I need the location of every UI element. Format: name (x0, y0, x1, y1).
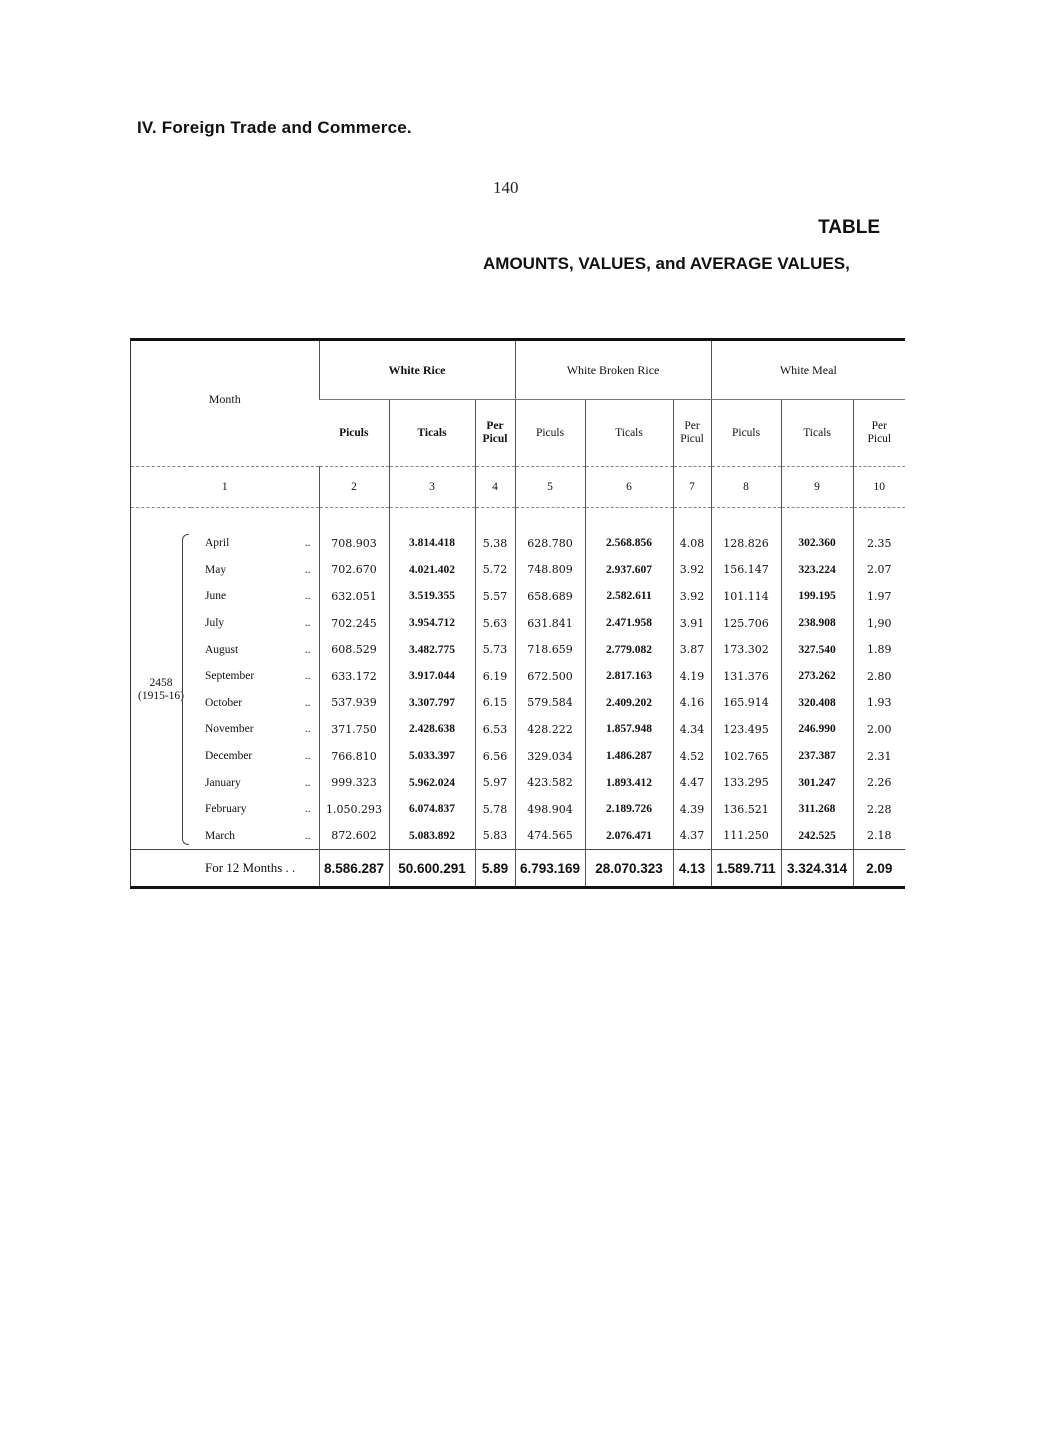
table-cell: 2.409.202 (585, 690, 673, 717)
month-label: June (205, 590, 227, 603)
table-cell: 631.841 (515, 610, 585, 637)
total-cell: 6.793.169 (515, 850, 585, 887)
table-cell: 4.34 (673, 716, 711, 743)
column-number: 9 (781, 467, 853, 508)
month-label: January (205, 776, 241, 789)
table-cell: 2.31 (853, 743, 905, 770)
spacer-row (131, 508, 905, 531)
month-cell (191, 663, 319, 690)
table-cell: 1,90 (853, 610, 905, 637)
white-broken-rice-header: White Broken Rice (515, 341, 711, 400)
table-cell: 238.908 (781, 610, 853, 637)
table-cell: 2.18 (853, 823, 905, 850)
table-cell: 632.051 (319, 583, 389, 610)
table-cell: 242.525 (781, 823, 853, 850)
leader-dots: .. (304, 670, 311, 683)
total-cell: 1.589.711 (711, 850, 781, 887)
col-per-picul-2: Per Picul (673, 400, 711, 467)
leader-dots: .. (304, 803, 311, 816)
table-cell: 3.814.418 (389, 530, 475, 557)
table-cell: 6.074.837 (389, 796, 475, 823)
table-cell: 302.360 (781, 530, 853, 557)
table-cell: 2.568.856 (585, 530, 673, 557)
table-row (131, 690, 905, 717)
table-cell: 1.050.293 (319, 796, 389, 823)
table-row (131, 769, 905, 796)
table-cell: 718.659 (515, 636, 585, 663)
column-number: 8 (711, 467, 781, 508)
leader-dots: .. (304, 590, 311, 603)
table-cell: 1.857.948 (585, 716, 673, 743)
table-cell: 3.954.712 (389, 610, 475, 637)
table-cell: 301.247 (781, 769, 853, 796)
leader-dots: .. (304, 643, 311, 656)
table-cell: 2.07 (853, 557, 905, 584)
table-cell: 537.939 (319, 690, 389, 717)
month-cell (191, 690, 319, 717)
column-number: 6 (585, 467, 673, 508)
month-cell (191, 743, 319, 770)
table-cell: 4.37 (673, 823, 711, 850)
table-cell: 311.268 (781, 796, 853, 823)
total-cell: 8.586.287 (319, 850, 389, 887)
trade-table-container (130, 338, 905, 889)
table-cell: 1.89 (853, 636, 905, 663)
month-label: February (205, 803, 247, 816)
column-number: 2 (319, 467, 389, 508)
table-row (131, 796, 905, 823)
col-per-picul-1: Per Picul (475, 400, 515, 467)
table-cell: 5.38 (475, 530, 515, 557)
table-cell: 133.295 (711, 769, 781, 796)
table-cell: 5.57 (475, 583, 515, 610)
table-cell: 2.817.163 (585, 663, 673, 690)
month-cell (191, 636, 319, 663)
table-subtitle: AMOUNTS, VALUES, and AVERAGE VALUES, (483, 254, 850, 273)
table-cell: 3.87 (673, 636, 711, 663)
table-cell: 702.245 (319, 610, 389, 637)
table-cell: 165.914 (711, 690, 781, 717)
table-cell: 474.565 (515, 823, 585, 850)
month-label: March (205, 829, 236, 842)
column-number: 1 (131, 467, 319, 508)
table-cell: 2.582.611 (585, 583, 673, 610)
total-cell: 50.600.291 (389, 850, 475, 887)
table-cell: 273.262 (781, 663, 853, 690)
table-cell: 5.033.397 (389, 743, 475, 770)
total-cell: 5.89 (475, 850, 515, 887)
table-cell: 6.15 (475, 690, 515, 717)
table-cell: 3.519.355 (389, 583, 475, 610)
table-cell: 4.08 (673, 530, 711, 557)
table-cell: 748.809 (515, 557, 585, 584)
table-cell: 3.91 (673, 610, 711, 637)
col-piculs-1: Piculs (339, 426, 369, 439)
table-cell: 2.428.638 (389, 716, 475, 743)
table-cell: 658.689 (515, 583, 585, 610)
month-label: July (205, 617, 225, 630)
table-cell: 1.486.287 (585, 743, 673, 770)
total-label: For 12 Months . . (191, 850, 319, 887)
month-cell (191, 583, 319, 610)
table-cell: 428.222 (515, 716, 585, 743)
month-cell (191, 530, 319, 557)
leader-dots: .. (304, 563, 311, 576)
leader-dots: .. (304, 723, 311, 736)
table-cell: 128.826 (711, 530, 781, 557)
table-cell: 4.47 (673, 769, 711, 796)
table-cell: 323.224 (781, 557, 853, 584)
table-cell: 5.73 (475, 636, 515, 663)
total-cell: 4.13 (673, 850, 711, 887)
table-cell: 123.495 (711, 716, 781, 743)
table-cell: 766.810 (319, 743, 389, 770)
table-cell: 237.387 (781, 743, 853, 770)
table-cell: 173.302 (711, 636, 781, 663)
month-cell (191, 610, 319, 637)
table-cell: 608.529 (319, 636, 389, 663)
table-row (131, 530, 905, 557)
table-cell: 999.323 (319, 769, 389, 796)
year-label-line2: (1915-16) (138, 689, 184, 702)
table-label: TABLE (818, 217, 880, 238)
col-per-picul-3: Per Picul (853, 400, 905, 467)
table-cell: 3.92 (673, 583, 711, 610)
table-cell: 4.021.402 (389, 557, 475, 584)
month-label: August (205, 643, 239, 656)
month-label: October (205, 696, 243, 709)
table-cell: 6.19 (475, 663, 515, 690)
table-cell: 329.034 (515, 743, 585, 770)
table-cell: 5.97 (475, 769, 515, 796)
table-cell: 199.195 (781, 583, 853, 610)
col-piculs-3: Piculs (711, 400, 781, 467)
month-header (131, 341, 319, 467)
month-cell (191, 823, 319, 850)
table-cell: 1.893.412 (585, 769, 673, 796)
table-cell: 4.19 (673, 663, 711, 690)
total-cell: 2.09 (853, 850, 905, 887)
table-cell: 5.63 (475, 610, 515, 637)
year-label-line1: 2458 (149, 676, 173, 689)
table-cell: 111.250 (711, 823, 781, 850)
leader-dots: .. (304, 696, 311, 709)
column-number-row (131, 467, 905, 508)
table-cell: 3.92 (673, 557, 711, 584)
table-cell: 6.53 (475, 716, 515, 743)
table-cell: 672.500 (515, 663, 585, 690)
month-label: November (205, 723, 254, 736)
month-cell (191, 557, 319, 584)
table-cell: 4.39 (673, 796, 711, 823)
table-cell: 2.35 (853, 530, 905, 557)
total-spacer (131, 850, 191, 887)
table-cell: 872.602 (319, 823, 389, 850)
table-cell: 2.28 (853, 796, 905, 823)
table-row (131, 636, 905, 663)
column-number: 3 (389, 467, 475, 508)
table-cell: 2.471.958 (585, 610, 673, 637)
table-cell: 246.990 (781, 716, 853, 743)
table-cell: 6.56 (475, 743, 515, 770)
col-ticals-1: Ticals (389, 400, 475, 467)
table-cell: 131.376 (711, 663, 781, 690)
brace-icon (182, 534, 189, 845)
total-cell: 28.070.323 (585, 850, 673, 887)
month-label: September (205, 670, 255, 683)
column-number: 7 (673, 467, 711, 508)
month-cell (191, 716, 319, 743)
table-cell: 3.307.797 (389, 690, 475, 717)
table-cell: 327.540 (781, 636, 853, 663)
table-cell: 2.937.607 (585, 557, 673, 584)
leader-dots: .. (304, 537, 311, 550)
month-label: April (205, 537, 230, 550)
table-cell: 633.172 (319, 663, 389, 690)
table-cell: 3.482.775 (389, 636, 475, 663)
table-cell: 628.780 (515, 530, 585, 557)
table-cell: 5.962.024 (389, 769, 475, 796)
table-cell: 423.582 (515, 769, 585, 796)
table-cell: 371.750 (319, 716, 389, 743)
table-row (131, 716, 905, 743)
trade-table (131, 341, 905, 886)
white-meal-header: White Meal (711, 341, 905, 400)
month-label: December (205, 750, 253, 763)
white-rice-header: White Rice (319, 341, 515, 400)
total-cell: 3.324.314 (781, 850, 853, 887)
month-cell (191, 769, 319, 796)
total-row (131, 850, 905, 887)
column-number: 10 (853, 467, 905, 508)
table-cell: 2.26 (853, 769, 905, 796)
table-cell: 320.408 (781, 690, 853, 717)
table-row (131, 610, 905, 637)
table-cell: 101.114 (711, 583, 781, 610)
table-cell: 708.903 (319, 530, 389, 557)
leader-dots: .. (304, 776, 311, 789)
section-title: IV. Foreign Trade and Commerce. (137, 118, 412, 137)
table-cell: 5.083.892 (389, 823, 475, 850)
table-cell: 2.189.726 (585, 796, 673, 823)
leader-dots: .. (304, 617, 311, 630)
year-label (131, 530, 191, 850)
month-label: May (205, 563, 227, 576)
page-number: 140 (493, 178, 519, 197)
table-cell: 702.670 (319, 557, 389, 584)
leader-dots: .. (304, 829, 311, 842)
leader-dots: .. (304, 750, 311, 763)
column-number: 4 (475, 467, 515, 508)
col-piculs-2: Piculs (515, 400, 585, 467)
column-number: 5 (515, 467, 585, 508)
table-cell: 156.147 (711, 557, 781, 584)
table-row (131, 583, 905, 610)
table-cell: 5.72 (475, 557, 515, 584)
table-cell: 1.97 (853, 583, 905, 610)
col-ticals-2: Ticals (585, 400, 673, 467)
table-cell: 2.076.471 (585, 823, 673, 850)
table-cell: 3.917.044 (389, 663, 475, 690)
table-cell: 2.00 (853, 716, 905, 743)
col-ticals-3: Ticals (781, 400, 853, 467)
table-row (131, 743, 905, 770)
table-cell: 2.779.082 (585, 636, 673, 663)
month-header-label: Month (208, 392, 241, 406)
table-cell: 125.706 (711, 610, 781, 637)
table-cell: 579.584 (515, 690, 585, 717)
table-row (131, 557, 905, 584)
table-cell: 5.78 (475, 796, 515, 823)
table-row (131, 663, 905, 690)
table-cell: 1.93 (853, 690, 905, 717)
table-cell: 2.80 (853, 663, 905, 690)
table-cell: 5.83 (475, 823, 515, 850)
table-cell: 4.52 (673, 743, 711, 770)
table-row (131, 823, 905, 850)
month-cell (191, 796, 319, 823)
table-cell: 498.904 (515, 796, 585, 823)
table-cell: 102.765 (711, 743, 781, 770)
table-cell: 4.16 (673, 690, 711, 717)
table-cell: 136.521 (711, 796, 781, 823)
